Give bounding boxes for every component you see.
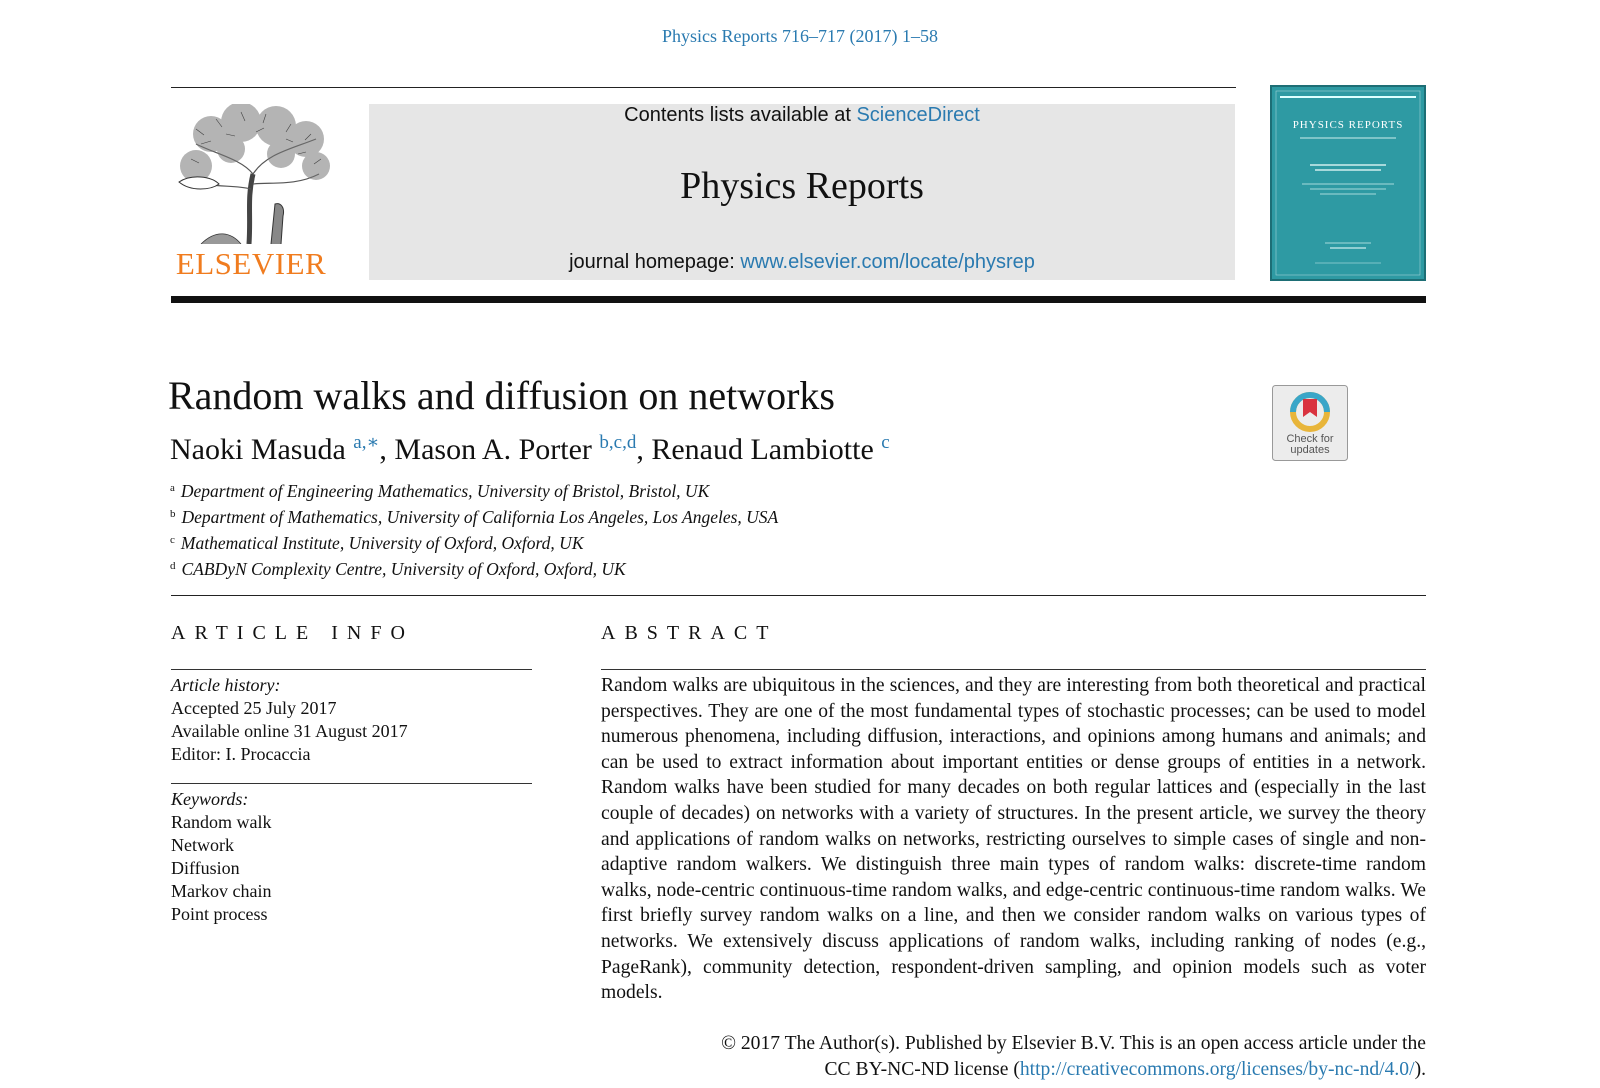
abstract-body: Random walks are ubiquitous in the sciences, and they are interesting from both theoretical and practical perspectives. They are one of the most fundamental types of stochastic processes; can be used to model numerous phenomena, including diffusion, interactions, and opinions among humans and animals; and can be used to extract information about important entities or dense groups of entities in a network. Random walks have been studied for many decades on both regular lattices and (especially in the last couple of decades) on networks with a variety of structures. In the present article, we survey the theory and applications of random walks on networks, restricting ourselves to simple cases of single and non-adaptive random walkers. We distinguish three main types of random walks: discrete-time random walks, node-centric continuous-time random walks, and edge-centric continuous-time random walks. We first briefly survey random walks on a line, and then we consider random walks on various types of networks. We extensively discuss applications of random walks, including ranking of nodes (e.g., PageRank), community detection, respondent-driven sampling, and opinion models such as voter models. [601, 675, 1426, 1004]
article-title: Random walks and diffusion on networks [168, 373, 835, 418]
sciencedirect-link[interactable]: ScienceDirect [856, 104, 980, 126]
abstract-rule [601, 669, 1426, 670]
top-rule [171, 87, 1236, 88]
keywords-label: Keywords: [171, 789, 249, 809]
license-link[interactable]: http://creativecommons.org/licenses/by-nc-nd/4.0/ [1019, 1058, 1415, 1080]
affiliation-item [170, 503, 778, 529]
check-for-updates-button[interactable] [1272, 385, 1348, 461]
abstract-heading: ABSTRACT [601, 622, 778, 644]
affiliation-mark: b [170, 508, 176, 520]
crossmark-label-line2: updates [1290, 444, 1330, 456]
author-separator: , [636, 433, 652, 466]
homepage-prefix: journal homepage: [569, 251, 741, 273]
article-info-heading: ARTICLE INFO [171, 622, 414, 644]
affiliation-mark: a [170, 482, 175, 494]
affiliation-text: CABDyN Complexity Centre, University of Oxford, Oxford, UK [181, 559, 626, 579]
affiliation-text: Mathematical Institute, University of Oxford, Oxford, UK [180, 533, 584, 553]
homepage-line [369, 251, 1235, 274]
journal-homepage-link[interactable]: www.elsevier.com/locate/physrep [740, 251, 1035, 273]
history-item: Editor: I. Procaccia [171, 744, 311, 764]
keywords-list [171, 788, 272, 926]
keyword-item: Point process [171, 904, 268, 924]
author-affiliation-marks[interactable]: c [881, 432, 890, 453]
author-name[interactable]: Mason A. Porter [394, 433, 592, 466]
header-divider [171, 296, 1426, 303]
history-label: Article history: [171, 675, 281, 695]
affiliation-item [170, 529, 778, 555]
keyword-item: Markov chain [171, 881, 272, 901]
cover-background [1271, 86, 1425, 280]
article-history [171, 674, 408, 766]
elsevier-wordmark: ELSEVIER [175, 246, 327, 281]
copyright-line: © 2017 The Author(s). Published by Elsevier B.V. This is an open access article under the [721, 1033, 1426, 1054]
crossmark-label-line1: Check for [1286, 433, 1334, 445]
contents-line [369, 104, 1235, 127]
copyright-notice [601, 1031, 1426, 1082]
contents-prefix: Contents lists available at [624, 104, 857, 126]
cover-title: PHYSICS REPORTS [1292, 119, 1404, 131]
section-divider [171, 595, 1426, 596]
author-affiliation-marks[interactable]: b,c,d [599, 432, 637, 453]
affiliation-item [170, 477, 778, 503]
tree-icon [171, 104, 331, 244]
license-suffix: ). [1414, 1058, 1426, 1080]
author-name[interactable]: Naoki Masuda [170, 433, 346, 466]
affiliation-text: Department of Engineering Mathematics, University of Bristol, Bristol, UK [180, 481, 710, 501]
author-affiliation-marks[interactable]: a,∗ [353, 432, 380, 453]
journal-cover-image[interactable] [1270, 85, 1426, 281]
affiliation-list [170, 477, 778, 581]
affiliation-text: Department of Mathematics, University of California Los Angeles, Los Angeles, USA [181, 507, 779, 527]
license-prefix: CC BY-NC-ND license ( [824, 1058, 1020, 1080]
history-item: Accepted 25 July 2017 [171, 698, 337, 718]
affiliation-mark: d [170, 560, 176, 572]
article-info-rule [171, 669, 532, 670]
license-line [601, 1057, 1426, 1083]
journal-citation[interactable]: Physics Reports 716–717 (2017) 1–58 [662, 26, 938, 46]
keywords-rule [171, 783, 532, 784]
affiliation-mark: c [170, 534, 175, 546]
history-item: Available online 31 August 2017 [171, 721, 408, 741]
journal-name: Physics Reports [680, 165, 924, 207]
keyword-item: Random walk [171, 812, 272, 832]
affiliation-item [170, 555, 778, 581]
keyword-item: Network [171, 835, 234, 855]
keyword-item: Diffusion [171, 858, 240, 878]
author-name[interactable]: Renaud Lambiotte [651, 433, 874, 466]
author-list [170, 431, 890, 467]
author-separator: , [379, 433, 395, 466]
